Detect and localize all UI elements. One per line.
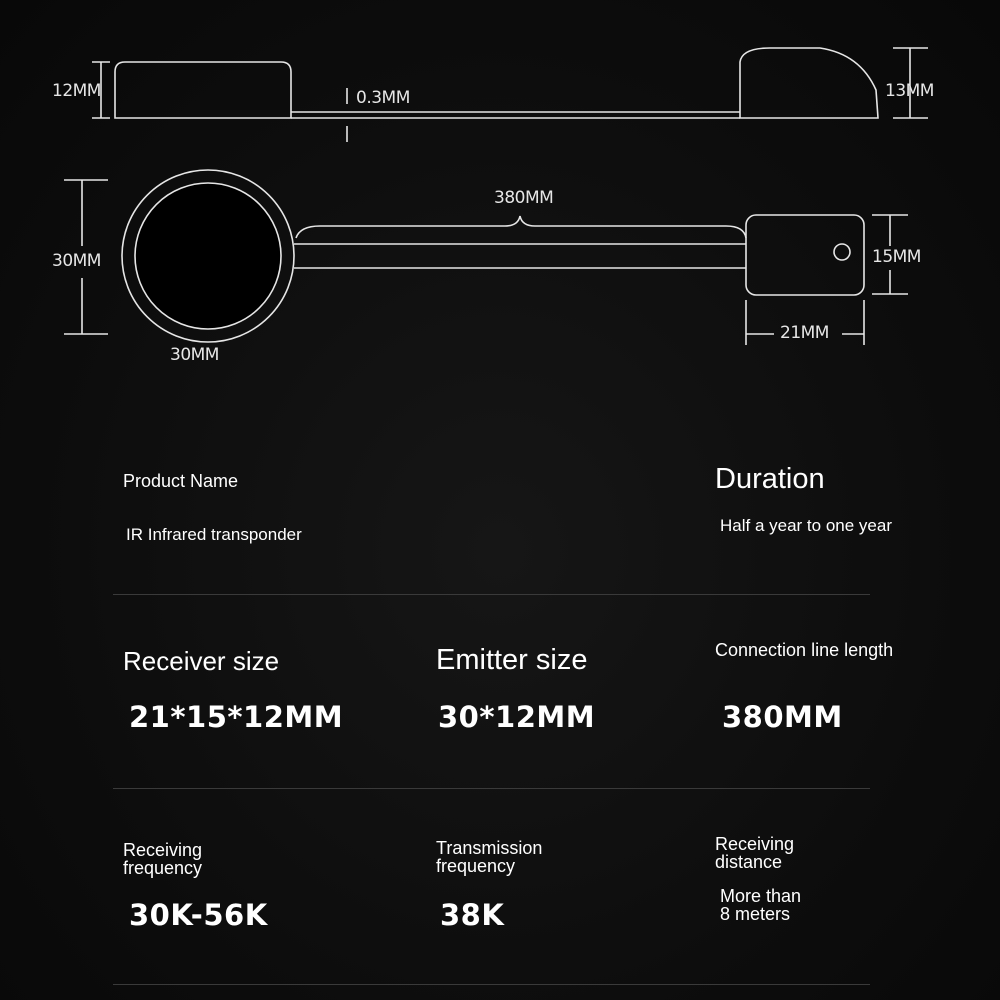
dim-line-length: 380MM (494, 188, 554, 208)
product-name-label: Product Name (123, 471, 239, 491)
receiver-side-view (115, 62, 291, 118)
dim-emitter-height: 13MM (885, 81, 934, 101)
dim-cable-thickness: 0.3MM (356, 88, 410, 108)
receiving-frequency-value: 30K-56K (129, 898, 268, 932)
receiver-top-inner (135, 183, 281, 329)
dim-receiver-diameter-horizontal: 30MM (170, 345, 219, 365)
emitter-side-view (740, 48, 878, 118)
dim-emitter-width: 21MM (780, 323, 829, 343)
transmission-frequency-label-line2: frequency (436, 856, 516, 876)
emitter-size-value: 30*12MM (438, 700, 596, 734)
receiving-distance-value-line2: 8 meters (720, 904, 791, 924)
dim-receiver-height: 12MM (52, 81, 101, 101)
receiver-size-label: Receiver size (123, 646, 280, 676)
duration-label: Duration (715, 463, 825, 495)
duration-value: Half a year to one year (720, 516, 892, 535)
divider-1 (113, 594, 870, 595)
receiving-distance-value (720, 887, 920, 923)
product-name-value: IR Infrared transponder (126, 525, 302, 544)
emitter-top-view (746, 215, 864, 295)
transmission-frequency-value: 38K (440, 898, 505, 932)
emitter-size-label: Emitter size (436, 644, 588, 676)
transmission-frequency-label-line1: Transmission (436, 838, 543, 858)
divider-2 (113, 788, 870, 789)
dim-emitter-height-top: 15MM (872, 247, 921, 267)
receiving-frequency-label-line1: Receiving (123, 840, 203, 860)
receiving-distance-label-line2: distance (715, 852, 783, 872)
receiving-frequency-label-line2: frequency (123, 858, 203, 878)
dim-receiver-diameter-vertical: 30MM (52, 251, 101, 271)
divider-3 (113, 984, 870, 985)
connection-line-length-value: 380MM (722, 700, 843, 734)
receiving-distance-label (715, 835, 915, 871)
length-brace (296, 216, 746, 238)
receiving-frequency-label (123, 841, 323, 877)
receiving-distance-label-line1: Receiving (715, 834, 795, 854)
emitter-hole (834, 244, 850, 260)
transmission-frequency-label (436, 839, 636, 875)
receiving-distance-value-line1: More than (720, 886, 802, 906)
connection-line-length-label: Connection line length (715, 640, 894, 660)
receiver-size-value: 21*15*12MM (129, 700, 344, 734)
